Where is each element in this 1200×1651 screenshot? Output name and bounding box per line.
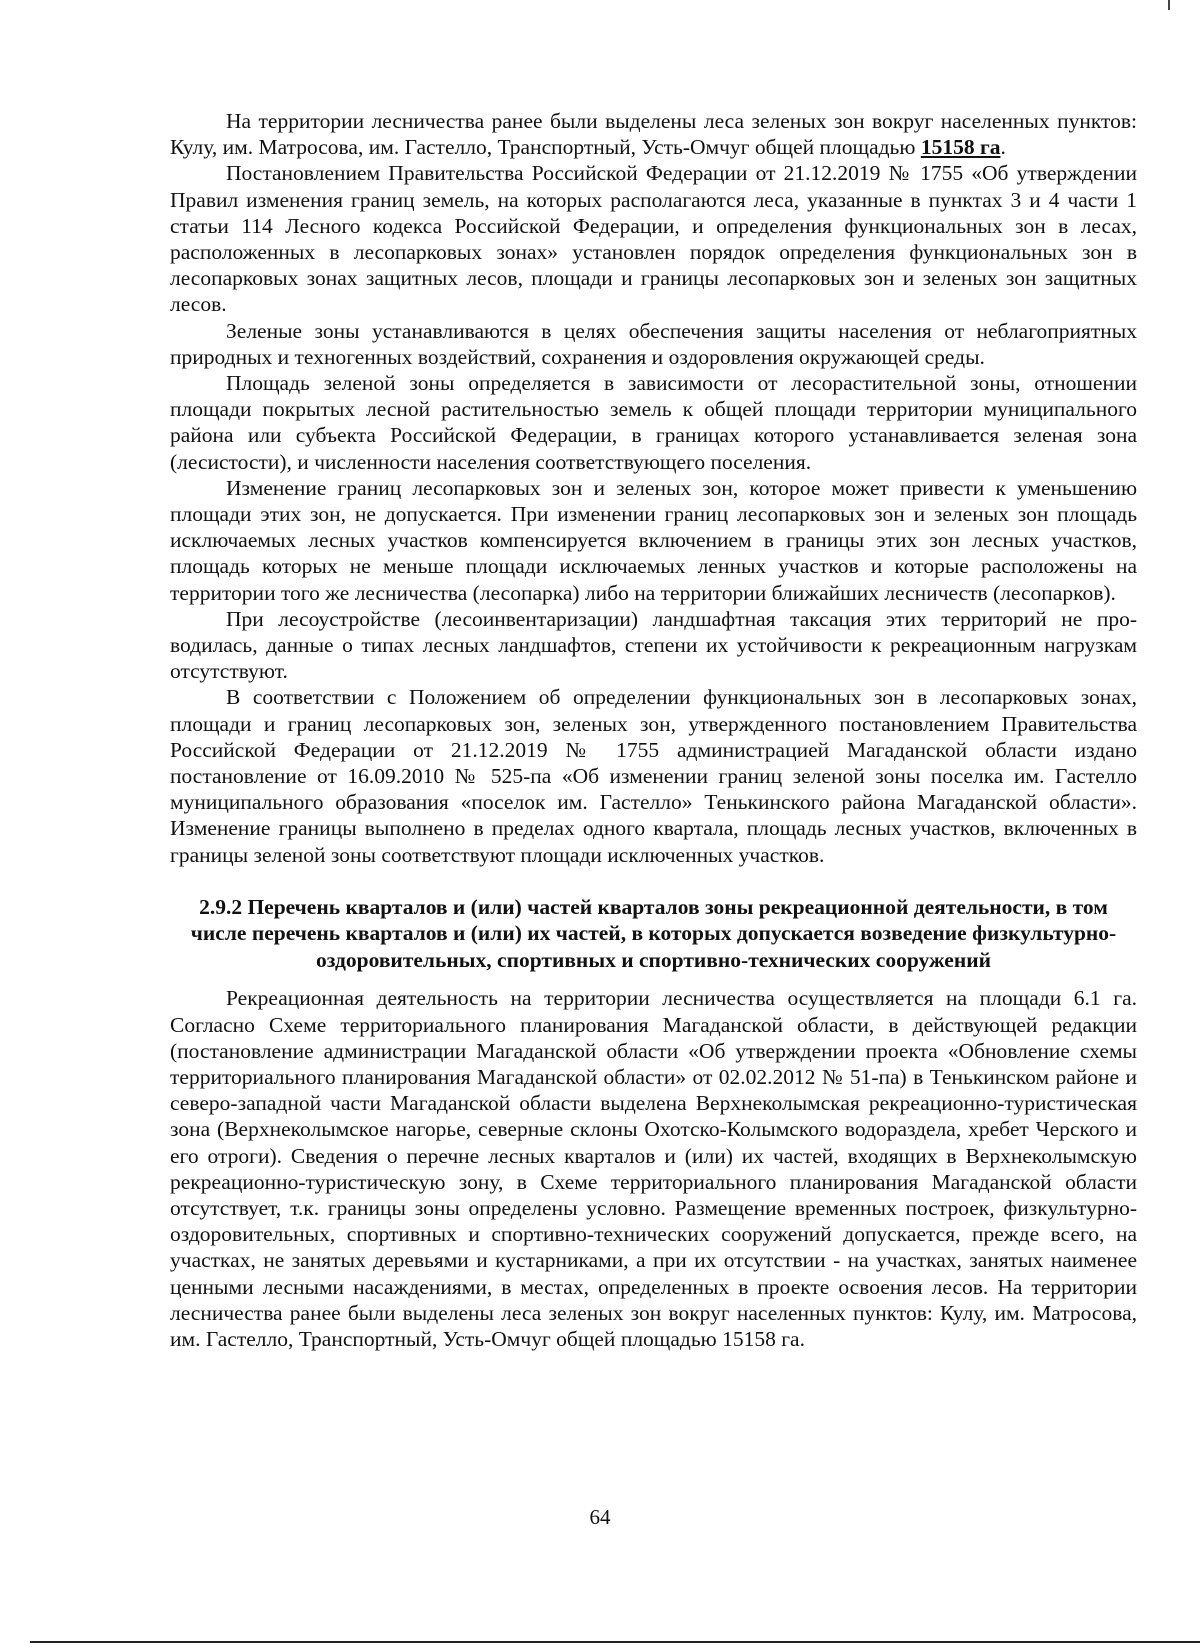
paragraph-text-end: . [1000, 135, 1006, 160]
scan-edge-mark [1168, 0, 1170, 10]
paragraph-boundary-changes: Изменение границ лесопарковых зон и зеленых зон, которое может привести к уменьшению площади этих зон, не допускается. При изменении границ лесопарковых зон и зеленых зон площадь исключаемых лесных участков компенсируется включением в границы этих зон лесных участков, площадь которых не меньше площади исключаемых ленных участков и которые расположены на территории того же лесничества (лесопарка) либо на территории ближайших лесничеств (лесопарков). [170, 475, 1137, 605]
paragraph-government-decree: Постановлением Правительства Российской Федерации от 21.12.2019 № 1755 «Об утверждении Правил изменения границ земель, на которых располагаются леса, указанные в пунктах 3 и 4 части 1 статьи 114 Лесного кодекса Российской Федерации, и определения функциональных зон в лесах, расположенных в лесопарковых зонах» установлен порядок определения функциональных зон в лесопарковых зонах защитных лесов, площади и границы лесопарковых зон и зеленых зон защитных лесов. [170, 161, 1137, 317]
page-number: 64 [589, 1505, 611, 1529]
paragraph-green-zones-area [170, 108, 1137, 160]
paragraph-regional-resolution: В соответствии с Положением об определении функциональных зон в лесопарковых зонах, площади и границ лесопарковых зон, зеленых зон, утвержденного постановлением Правительства Российской Федерации от 21.12.2019 № 1755 администрацией Магаданской области издано постановление от 16.09.2010 № 525-па «Об изменении границ зеленой зоны поселка им. Гастелло муниципального образования «поселок им. Гастелло» Тенькинского района Магаданской области». Изменение границы выполнено в пределах одного квартала, площадь лесных участков, включенных в границы зеленой зоны соответствуют площади исключенных участков. [170, 685, 1137, 867]
paragraph-recreation-activity: Рекреационная деятельность на территории лесничества осуществляется на площади 6.1 га. Согласно Схеме территориального планирования Магаданской области, в действующей редакции (постановление администрации Магаданской области «Об утверждении проекта «Обновление схемы территориального планирования Магаданской области» от 02.02.2012 № 51-па) в Тенькинском районе и северо-западной части Магаданской области выделена Верхнеколымская рекреационно-туристическая зона (Верхнеколымское нагорье, северные склоны Охотско-Колымского водораздела, хребет Черского и его отроги). Сведения о перечне лесных кварталов и (или) их частей, входящих в Верхнеколымскую рекреационно-туристическую зону, в Схеме территориального планирования Магаданской области отсутствует, т.к. границы зоны определены условно. Размещение временных построек, физкультурно-оздоровительных, спортивных и спортивно-технических сооружений допускается, прежде всего, на участках, не занятых деревьями и кустарниками, а при их отсутствии - на участках, занятых наименее ценными лесными насаждениями, в местах, определенных в проекте освоения лесов. На территории лесничества ранее были выделены леса зеленых зон вокруг населенных пунктов: Кулу, им. Матросова, им. Гастелло, Транспортный, Усть-Омчуг общей площадью 15158 га. [170, 986, 1137, 1352]
paragraph-green-zone-area-rules: Площадь зеленой зоны определяется в зависимости от лесорастительной зоны, отношении площади покрытых лесной растительностью земель к общей площади территории муниципального района или субъекта Российской Федерации, в границах которого устанавливается зеленая зона (лесистости), и численности населения соответствующего поселения. [170, 371, 1137, 474]
paragraph-text: На территории лесничества ранее были выделены леса зеленых зон вокруг населенных пунктов: Кулу, им. Матросова, им. Гастелло, Транспортный, Усть-Омчуг общей площадью [170, 109, 1137, 160]
document-page [170, 108, 1137, 1352]
paragraph-green-zones-purpose: Зеленые зоны устанавливаются в целях обеспечения защиты населения от неблагоприятных природных и техногенных воздействий, сохранения и оздоровления окружающей среды. [170, 318, 1137, 369]
bottom-divider [30, 1641, 1200, 1643]
area-emphasis: 15158 га [920, 135, 1001, 160]
section-heading: 2.9.2 Перечень кварталов и (или) частей кварталов зоны рекреационной деятельности, в том числе перечень кварталов и (или) их частей, в которых допускается возведение физкультурно-оздоровительных, спортивных и спортивно-технических сооружений [190, 894, 1117, 972]
paragraph-landscape-taxation: При лесоустройстве (лесоинвентаризации) ландшафтная таксация этих территорий не проводилась, данные о типах лесных ландшафтов, степени их устойчивости к рекреационным нагрузкам отсутствуют. [170, 606, 1137, 684]
